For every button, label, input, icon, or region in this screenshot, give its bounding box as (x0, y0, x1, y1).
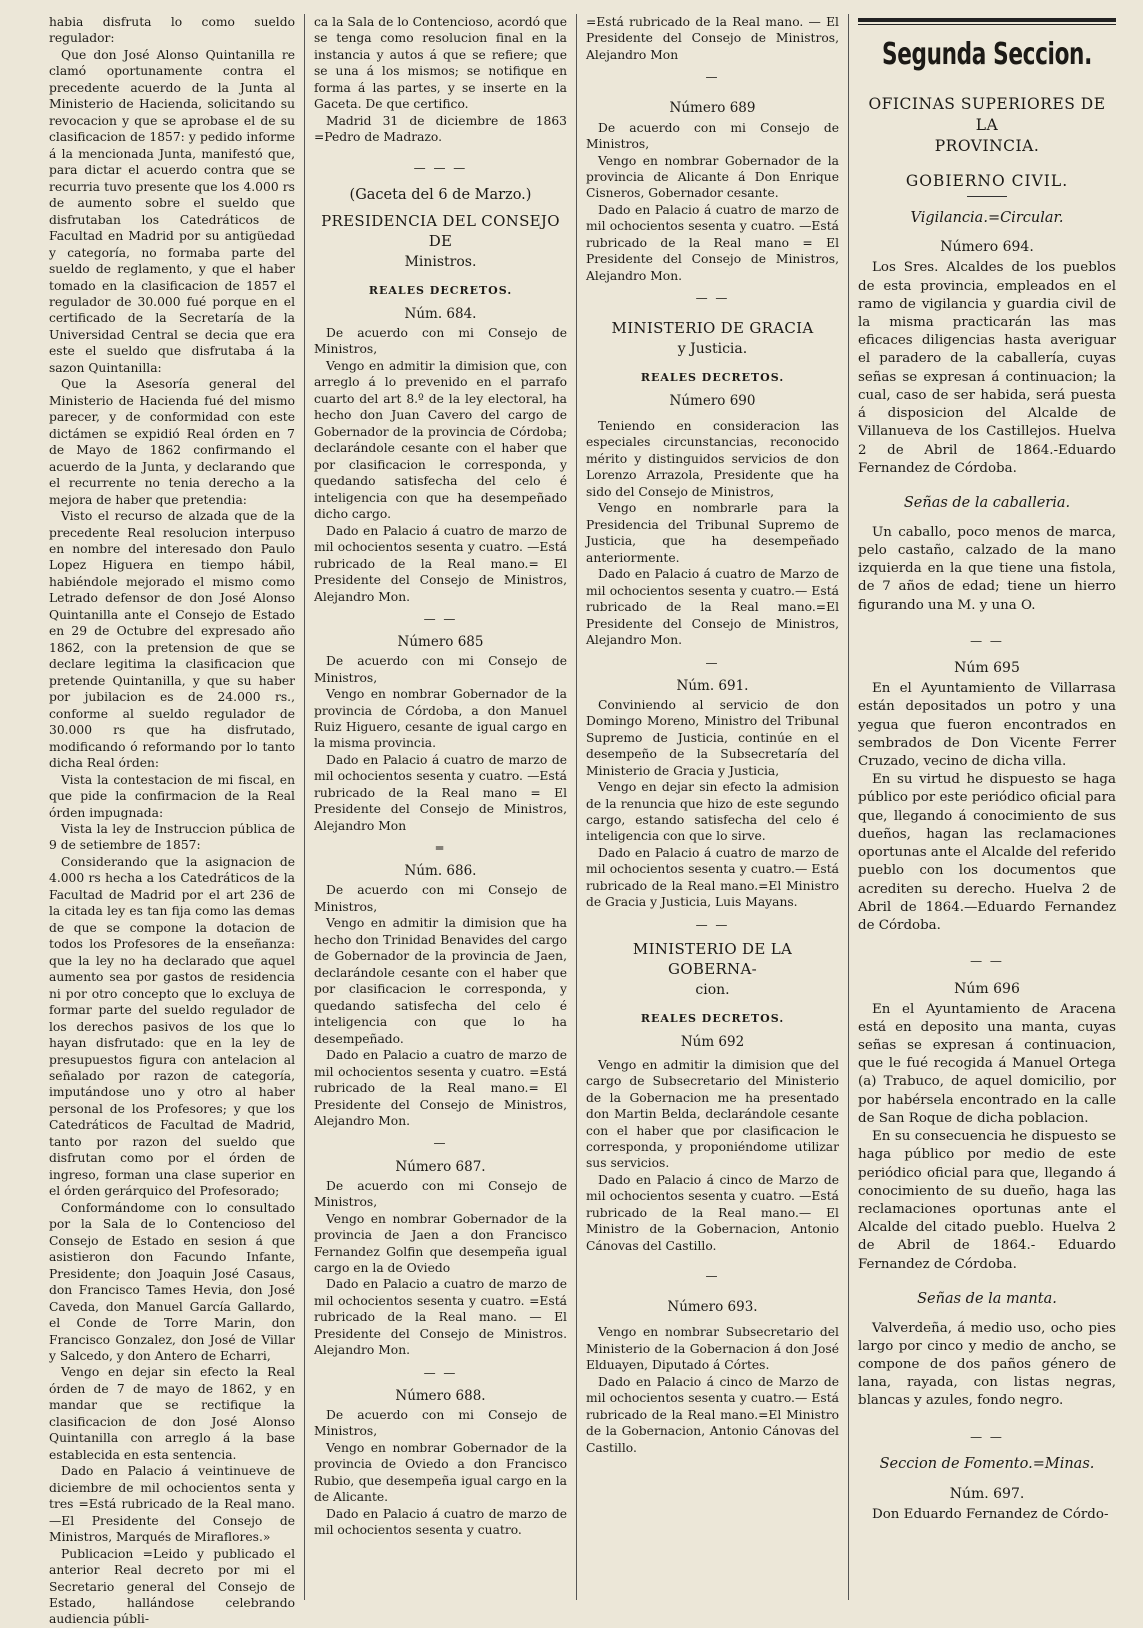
decree-number: Número 685 (397, 634, 484, 651)
separator: — — (970, 633, 1004, 648)
separator: — — (695, 291, 730, 306)
fomento-heading: Seccion de Fomento.=Minas. (879, 1455, 1095, 1472)
decree-number: Número 687. (395, 1158, 486, 1175)
paragraph: De acuerdo con mi Consejo de Ministros, (314, 883, 567, 914)
paragraph: Considerando que la asignacion de 4.000 rs hecha a los Catedráticos de la Facultad de Madrid por el art 236 de la citada ley es tan fija como las demas de que se compone la dotacion de todos los Profesores de la enseñanza: que la ley no ha declarado que aquel aumento sea por gastos de residencia ni por otro concepto que lo excluya de formar parte del sueldo regulador de los derechos pasivos de los que lo hayan disfrutado: que en la ley de presupuestos figura con antelacion al señalado por razon de categoría, imputándose uno y otro al haber personal de los Profesores; y que los Catedráticos de Facultad de Madrid, tanto por razon del sueldo que disfrutan como por el órden de ingreso, forman una clase superior en el órden gerárquico del Profesorado; (49, 854, 295, 1199)
paragraph: Vengo en nombrar Gobernador de la provincia de Oviedo a don Francisco Rubio, que desempeña igual cargo en la de Alicante. (314, 1440, 567, 1505)
top-rule-thin (858, 24, 1116, 25)
oficinas-heading (858, 94, 1116, 157)
paragraph: Dado en Palacio á cuatro de marzo de mil ochocientos sesenta y cuatro. (314, 1506, 567, 1538)
paragraph: habia disfruta lo como sueldo regulador: (49, 15, 295, 46)
section-title: Segunda Seccion. (882, 37, 1092, 72)
decree-number: Número 689 (669, 100, 756, 117)
paragraph: Que la Asesoría general del Ministerio de Hacienda fué del mismo parecer, y de conformidad con este dictámen se expidió Real órden en 7 de Mayo de 1862 confirmando el acuerdo de la Junta, y declarando que el recurrente no tenia derecho a la mejora de haber que pretendia: (49, 377, 295, 507)
decree-number: Número 693. (667, 1299, 758, 1316)
paragraph: Un caballo, poco menos de marca, pelo castaño, calzado de la mano izquierda en la que tiene una fistola, de 7 años de edad; tiene un hierro figurando una M. y una O. (858, 524, 1116, 613)
column-2 (304, 14, 576, 1600)
column-3 (576, 14, 848, 1600)
paragraph: Madrid 31 de diciembre de 1863 =Pedro de Madrazo. (314, 113, 567, 145)
paragraph: Publicacion =Leido y publicado el anterior Real decreto por mi el Secretario general del Consejo de Estado, hallándose celebrando audiencia públi- (49, 1546, 295, 1627)
paragraph: Dado en Palacio á veintinueve de diciembre de mil ochocientos senta y tres =Está rubricado de la Real mano.—El Presidente del Consejo de Ministros, Marqués de Miraflores.» (49, 1464, 295, 1545)
paragraph: Visto el recurso de alzada que de la precedente Real resolucion interpuso en nombre del interesado don Paulo Lopez Higuera en tiempo hábil, habiéndole mejorado el mismo como Letrado defensor de don José Alonso Quintanilla ante el Consejo de Estado en 29 de Octubre del expresado año 1862, con la pretension de que se declare legitima la clasificacion que pretende Quintanilla, y que su haber por jubilacion es de 24.000 rs., conforme al sueldo regulador de 30.000 rs que ha disfrutado, modificando ó reformando por lo tanto dicha Real órden: (49, 509, 295, 771)
top-rule-thick (858, 18, 1116, 22)
gobierno-civil-heading: GOBIERNO CIVIL. (905, 171, 1069, 190)
paragraph: Que don José Alonso Quintanilla re clamó oportunamente contra el precedente acuerdo de la Junta al Ministerio de Hacienda, solicitando su revocacion y que se aprobase el de su clasificacion de 1857: y pedido informe á la mencionada Junta, manifestó que, para dictar el acuerdo contra que se recurria tuvo presente que los 4.000 rs de aumento sobre el sueldo que disfrutaban los Catedráticos de Facultad en Madrid por su antigüedad y categoría, no formaba parte del sueldo de reglamento, y que el haber tomado en la clasificacion de 1857 el regulador de 30.000 fué porque en el certificado de la Secretaría de la Universidad Central se decia que era este el sueldo que disfrutaba á la sazon Quintanilla: (49, 47, 295, 375)
paragraph: De acuerdo con mi Consejo de Ministros, (314, 654, 567, 685)
separator: — (705, 70, 720, 85)
vigilancia-heading: Vigilancia.=Circular. (910, 209, 1064, 226)
paragraph: Vista la ley de Instruccion pública de 9 de setiembre de 1857: (49, 821, 295, 853)
paragraph: Vengo en dejar sin efecto la Real órden de 7 de mayo de 1862, y en mandar que se rectifique la clasificacion de don José Alonso Quintanilla con arreglo á la base establecida en esta sentencia. (49, 1365, 295, 1462)
section-heading: MINISTERIO DE LA GOBERNA- (632, 939, 793, 978)
notice-number: Núm 696 (954, 980, 1020, 997)
notice-number: Núm. 697. (949, 1485, 1025, 1502)
divider (967, 196, 1007, 197)
paragraph: En su virtud he dispuesto se haga público por este periódico oficial para que, llegando á conocimiento de sus dueños, hagan las reclamaciones oportunas ante el Alcalde del referido pueblo con los documentos que acrediten su derecho. Huelva 2 de Abril de 1864.—Eduardo Fernandez de Córdoba. (858, 772, 1116, 934)
paragraph: De acuerdo con mi Consejo de Ministros, (314, 1178, 567, 1210)
paragraph: Dado en Palacio á cinco de Marzo de mil ochocientos sesenta y cuatro.— Está rubricado de la Real mano.=El Ministro de la Gobernacion, Antonio Cánovas del Castillo. (586, 1374, 839, 1455)
paragraph: Vista la contestacion de mi fiscal, en que pide la confirmacion de la Real órden impugnada: (49, 772, 295, 820)
paragraph: Vengo en nombrarle para la Presidencia del Tribunal Supremo de Justicia, que ha desempeñado anteriormente. (586, 501, 839, 565)
paragraph: De acuerdo con mi Consejo de Ministros, (586, 120, 839, 152)
paragraph: Vengo en nombrar Gobernador de la provincia de Jaen a don Francisco Fernandez Golfin que desempeña igual cargo en la de Oviedo (314, 1211, 567, 1275)
column-4 (848, 14, 1125, 1600)
gaceta-date: (Gaceta del 6 de Marzo.) (349, 186, 532, 203)
separator: — — (423, 611, 458, 626)
paragraph: Teniendo en consideracion las especiales circunstancias, reconocido mérito y distinguidos servicios de don Lorenzo Arrazola, Presidente que ha sido del Consejo de Ministros, (586, 418, 839, 499)
section-heading-sub: Ministros. (404, 254, 477, 271)
paragraph: En su consecuencia he dispuesto se haga público por medio de este periódico oficial para que, llegando á conocimiento de su dueño, haga las reclamaciones oportunas ante el Alcalde del citado pueblo. Huelva 2 de Abril de 1864.- Eduardo Fernandez de Córdoba. (858, 1129, 1116, 1272)
separator: — — (423, 1365, 458, 1380)
separator: — (433, 1136, 448, 1151)
paragraph: Vengo en nombrar Gobernador de la provincia de Alicante á Don Enrique Cisneros, Gobernador cesante. (586, 153, 839, 201)
separator: — — (970, 1429, 1004, 1444)
columns (40, 14, 1125, 1627)
reales-decretos-heading: REALES DECRETOS. (368, 284, 513, 298)
notice-number: Núm 695 (954, 660, 1020, 677)
decree-number: Núm 692 (680, 1033, 745, 1050)
paragraph: En el Ayuntamiento de Villarrasa están depositados un potro y una yegua que fueron encontrados en sembrados de Don Vicente Ferrer Cruzado, vecino de dicha villa. (858, 681, 1116, 770)
reales-decretos-heading: REALES DECRETOS. (640, 1011, 785, 1025)
separator: ═ (435, 841, 446, 856)
decree-number: Número 688. (395, 1387, 486, 1404)
paragraph: Vengo en admitir la dimision que del cargo de Subsecretario del Ministerio de la Gobernacion me ha presentado don Martin Belda, declarándole cesante con el haber que por clasificacion le corresponda, y proponiéndome utilizar sus servicios. (586, 1057, 839, 1171)
section-heading-sub: y Justicia. (677, 341, 748, 358)
separator: — — (695, 917, 730, 932)
section-heading: MINISTERIO DE GRACIA (611, 319, 814, 338)
separator: — (705, 1269, 720, 1284)
paragraph: Vengo en admitir la dimision que ha hecho don Trinidad Benavides del cargo de Gobernador de la provincia de Jaen, declarándole cesante con el haber que por clasificacion le corresponda, y quedando satisfecha del celo é inteligencia con que lo ha desempeñado. (314, 916, 567, 1046)
paragraph: =Está rubricado de la Real mano. — El Presidente del Consejo de Ministros, Alejandro Mon (586, 15, 839, 62)
paragraph: Vengo en nombrar Subsecretario del Ministerio de la Gobernacion á don José Elduayen, Diputado á Córtes. (586, 1325, 839, 1373)
decree-number: Núm. 691. (676, 677, 749, 694)
oficinas-heading-line1: OFICINAS SUPERIORES DE LA (868, 94, 1106, 134)
paragraph: Vengo en nombrar Gobernador de la provincia de Córdoba, a don Manuel Ruiz Higuero, cesante de igual cargo en la misma provincia. (314, 687, 567, 751)
paragraph: ca la Sala de lo Contencioso, acordó que se tenga como resolucion final en la instancia y autos á que se refiere; que se una á los mismos; se notifique en forma á las partes, y se inserte en la Gaceta. De que certifico. (314, 15, 567, 112)
paragraph: Dado en Palacio a cuatro de marzo de mil ochocientos sesenta y cuatro. =Está rubricado de la Real mano.= El Presidente del Consejo de Ministros, Alejandro Mon. (314, 1048, 567, 1128)
section-heading: PRESIDENCIA DEL CONSEJO DE (321, 212, 560, 251)
senas-heading: Señas de la manta. (917, 1290, 1057, 1307)
paragraph: Dado en Palacio a cuatro de marzo de mil ochocientos sesenta y cuatro. =Está rubricado de la Real mano. — El Presidente del Consejo de Ministros. Alejandro Mon. (314, 1277, 567, 1358)
paragraph: Don Eduardo Fernandez de Córdo- (872, 1506, 1109, 1522)
separator: — — — (413, 160, 468, 175)
paragraph: Dado en Palacio á cuatro de Marzo de mil ochocientos sesenta y cuatro.— Está rubricado de la Real mano.=El Presidente del Consejo de Ministros, Alejandro Mon. (586, 567, 839, 648)
oficinas-heading-line2: PROVINCIA. (934, 136, 1040, 155)
decree-number: Número 690 (669, 392, 756, 409)
paragraph: Conviniendo al servicio de don Domingo Moreno, Ministro del Tribunal Supremo de Justicia, continúe en el desempeño de la Subsecretaría del Ministerio de Gracia y Justicia, (586, 697, 839, 778)
paragraph: De acuerdo con mi Consejo de Ministros, (314, 1407, 567, 1439)
paragraph: Dado en Palacio á cuatro de marzo de mil ochocientos sesenta y cuatro. —Está rubricado de la Real mano = El Presidente del Consejo de Ministros, Alejandro Mon (314, 752, 567, 833)
paragraph: En el Ayuntamiento de Aracena está en deposito una manta, cuyas señas se expresan á continuacion, que le fué recogida á Manuel Ortega (a) Trabuco, de aquel domicilio, por por habérsela encontrado en la calle de San Roque de dicha poblacion. (858, 1001, 1116, 1126)
paragraph: Dado en Palacio á cuatro de marzo de mil ochocientos sesenta y cuatro. —Está rubricado de la Real mano.= El Presidente del Consejo de Ministros, Alejandro Mon. (314, 523, 567, 604)
paragraph: Los Sres. Alcaldes de los pueblos de esta provincia, empleados en el ramo de vigilancia y guardia civil de la misma practicarán las mas eficaces diligencias hasta averiguar el paradero de la caballería, cuyas señas se expresan á continuacion; la cual, caso de ser habida, será puesta á disposicion del Alcalde de Villanueva de los Castillejos. Huelva 2 de Abril de 1864.-Eduardo Fernandez de Córdoba. (858, 260, 1116, 476)
separator: — (705, 655, 720, 670)
paragraph: Valverdeña, á medio uso, ocho pies largo por cinco y medio de ancho, se compone de dos paños género de lana, rayada, con listas negras, blancas y azules, fondo negro. (858, 1320, 1116, 1409)
paragraph: Dado en Palacio á cuatro de marzo de mil ochocientos sesenta y cuatro. —Está rubricado de la Real mano = El Presidente del Consejo de Ministros, Alejandro Mon. (586, 202, 839, 283)
section-heading-sub: cion. (695, 982, 730, 999)
paragraph: De acuerdo con mi Consejo de Ministros, (314, 326, 567, 357)
senas-heading: Señas de la caballeria. (903, 495, 1071, 512)
reales-decretos-heading: REALES DECRETOS. (640, 371, 785, 385)
notice-number: Número 694. (940, 239, 1034, 256)
paragraph: Vengo en admitir la dimision que, con arreglo á lo prevenido en el parrafo cuarto del art 8.º de la ley electoral, ha hecho don Juan Cavero del cargo de Gobernador de la provincia de Córdoba; declarándole cesante con el haber que por clasificacion le corresponda, y quedando satisfecha del celo é inteligencia con que ha desempeñado dicho cargo. (314, 358, 567, 522)
decree-number: Núm. 686. (404, 863, 477, 880)
paragraph: Dado en Palacio á cuatro de marzo de mil ochocientos sesenta y cuatro.— Está rubricado de la Real mano.=El Ministro de Gracia y Justicia, Luis Mayans. (586, 845, 839, 910)
decree-number: Núm. 684. (404, 305, 477, 322)
column-1 (40, 14, 304, 1627)
paragraph: Dado en Palacio á cinco de Marzo de mil ochocientos sesenta y cuatro. —Está rubricado de la Real mano.— El Ministro de la Gobernacion, Antonio Cánovas del Castillo. (586, 1172, 839, 1253)
paragraph: Vengo en dejar sin efecto la admision de la renuncia que hizo de este segundo cargo, estando satisfecha del celo é inteligencia con que lo sirve. (586, 780, 839, 844)
paragraph: Conformándome con lo consultado por la Sala de lo Contencioso del Consejo de Estado en sesion á que asistieron don Facundo Infante, Presidente; don Joaquin José Casaus, don Francisco Tames Hevia, don José Caveda, don Manuel García Gallardo, el Conde de Torre Marin, don Francisco Gonzalez, don José de Villar y Salcedo, y don Antero de Echarri, (49, 1200, 295, 1363)
separator: — — (970, 954, 1004, 969)
